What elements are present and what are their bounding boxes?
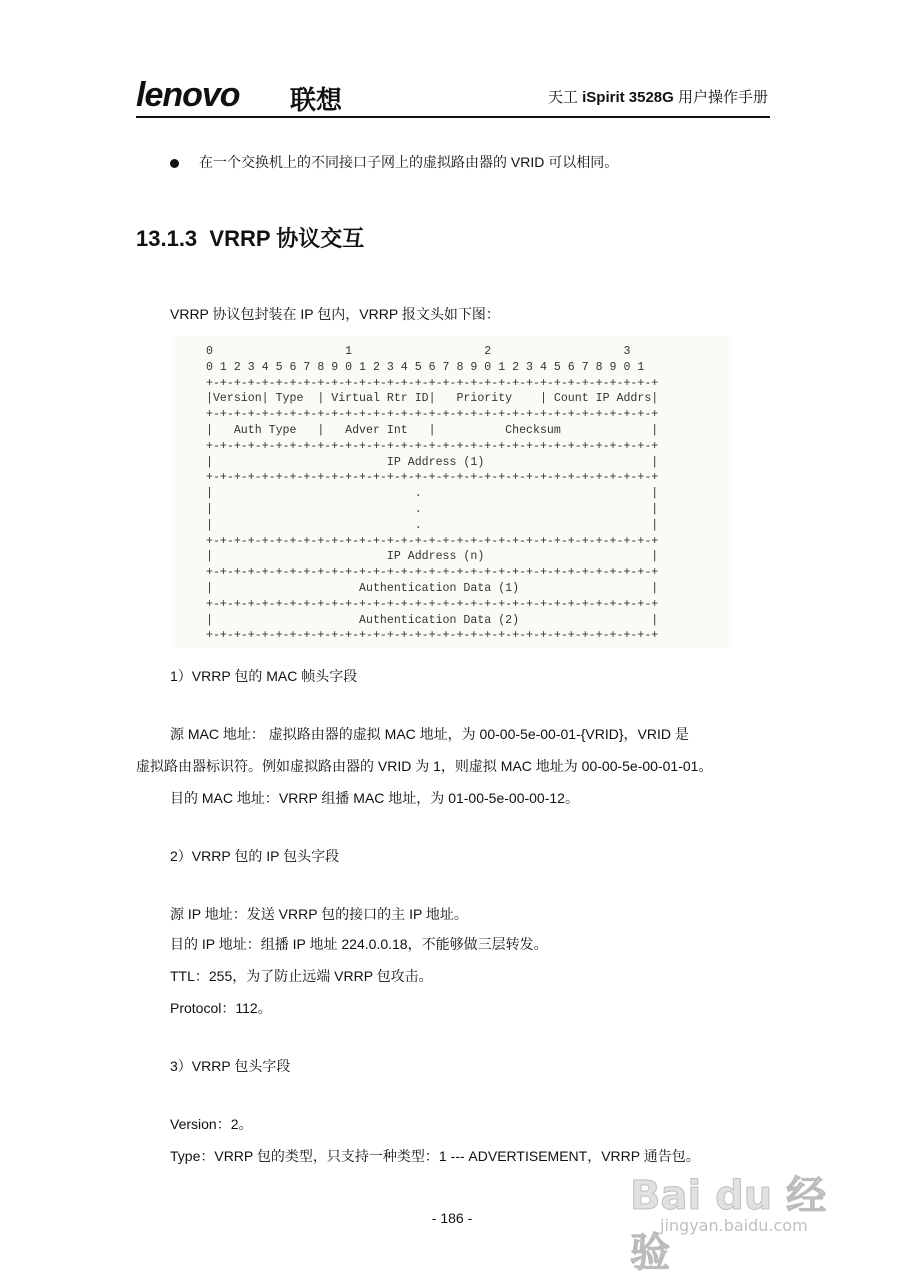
diagram-separator: +-+-+-+-+-+-+-+-+-+-+-+-+-+-+-+-+-+-+-+-+-+-+-+-+-+-+-+-+-+-+-+-+ (206, 408, 659, 422)
header-divider (136, 116, 770, 118)
bullet-item (170, 152, 618, 172)
diagram-row-auth: | Auth Type | Adver Int | Checksum | (206, 423, 659, 437)
doc-title-suffix: 用户操作手册 (673, 89, 768, 106)
diagram-separator: +-+-+-+-+-+-+-+-+-+-+-+-+-+-+-+-+-+-+-+-+-+-+-+-+-+-+-+-+-+-+-+-+ (206, 471, 659, 485)
watermark-logo: Bai du 经验 (630, 1173, 827, 1276)
diagram-row-ip1: | IP Address (1) | (206, 455, 659, 469)
version-line: Version：2。 (170, 1116, 253, 1132)
dst-mac-line: 目的 MAC 地址：VRRP 组播 MAC 地址，为 01-00-5e-00-00-12。 (170, 790, 579, 806)
lenovo-logo: lenovo (136, 76, 240, 114)
diagram-separator: +-+-+-+-+-+-+-+-+-+-+-+-+-+-+-+-+-+-+-+-+-+-+-+-+-+-+-+-+-+-+-+-+ (206, 439, 659, 453)
bit-tens-row: 0 1 2 3 (206, 345, 631, 358)
page-number: - 186 - (431, 1210, 473, 1226)
section-title-text: VRRP 协议交互 (209, 226, 365, 251)
diagram-row-dot: | . | (206, 502, 659, 516)
protocol-line: Protocol：112。 (170, 1000, 272, 1016)
bit-ones-row: 0 1 2 3 4 5 6 7 8 9 0 1 2 3 4 5 6 7 8 9 0 1 2 3 4 5 6 7 8 9 0 1 (206, 360, 645, 374)
bullet-text: 在一个交换机上的不同接口子网上的虚拟路由器的 VRID 可以相同。 (199, 154, 619, 170)
src-ip-line: 源 IP 地址：发送 VRRP 包的接口的主 IP 地址。 (170, 906, 468, 922)
diagram-row-ipn: | IP Address (n) | (206, 550, 659, 564)
diagram-row-auth1: | Authentication Data (1) | (206, 581, 659, 595)
ttl-line: TTL：255，为了防止远端 VRRP 包攻击。 (170, 968, 433, 984)
diagram-separator: +-+-+-+-+-+-+-+-+-+-+-+-+-+-+-+-+-+-+-+-+-+-+-+-+-+-+-+-+-+-+-+-+ (206, 534, 659, 548)
section-heading (136, 222, 364, 253)
bullet-dot-icon (170, 159, 179, 168)
diagram-separator: +-+-+-+-+-+-+-+-+-+-+-+-+-+-+-+-+-+-+-+-+-+-+-+-+-+-+-+-+-+-+-+-+ (206, 597, 659, 611)
intro-paragraph: VRRP 协议包封装在 IP 包内，VRRP 报文头如下图： (170, 306, 500, 322)
watermark-url: jingyan.baidu.com (660, 1216, 808, 1235)
diagram-row-dot: | . | (206, 487, 659, 501)
diagram-row-version: |Version| Type | Virtual Rtr ID| Priority | Count IP Addrs| (206, 392, 659, 406)
doc-title (548, 86, 768, 107)
type-line: Type：VRRP 包的类型，只支持一种类型：1 --- ADVERTISEMENT，VRRP 通告包。 (170, 1148, 700, 1164)
doc-title-product: iSpirit 3528G (582, 89, 674, 106)
section-number: 13.1.3 (136, 226, 198, 251)
ip-header-heading: 2）VRRP 包的 IP 包头字段 (170, 848, 340, 864)
diagram-row-auth2: | Authentication Data (2) | (206, 613, 659, 627)
doc-title-prefix: 天工 (547, 89, 583, 106)
mac-header-heading: 1）VRRP 包的 MAC 帧头字段 (170, 668, 358, 684)
vrrp-packet-diagram (172, 336, 732, 648)
lenovo-logo-cn: 联想 (290, 86, 343, 116)
src-mac-line1: 源 MAC 地址： 虚拟路由器的虚拟 MAC 地址，为 00-00-5e-00-01-{VRID}，VRID 是 (170, 726, 689, 742)
diagram-row-dot: | . | (206, 518, 659, 532)
diagram-separator: +-+-+-+-+-+-+-+-+-+-+-+-+-+-+-+-+-+-+-+-+-+-+-+-+-+-+-+-+-+-+-+-+ (206, 629, 659, 643)
dst-ip-line: 目的 IP 地址：组播 IP 地址 224.0.0.18，不能够做三层转发。 (170, 936, 548, 952)
src-mac-line2: 虚拟路由器标识符。例如虚拟路由器的 VRID 为 1，则虚拟 MAC 地址为 00-00-5e-00-01-01。 (136, 758, 713, 774)
diagram-separator: +-+-+-+-+-+-+-+-+-+-+-+-+-+-+-+-+-+-+-+-+-+-+-+-+-+-+-+-+-+-+-+-+ (206, 566, 659, 580)
diagram-separator: +-+-+-+-+-+-+-+-+-+-+-+-+-+-+-+-+-+-+-+-+-+-+-+-+-+-+-+-+-+-+-+-+ (206, 376, 659, 390)
baidu-watermark (630, 1164, 840, 1276)
vrrp-header-heading: 3）VRRP 包头字段 (170, 1058, 291, 1074)
